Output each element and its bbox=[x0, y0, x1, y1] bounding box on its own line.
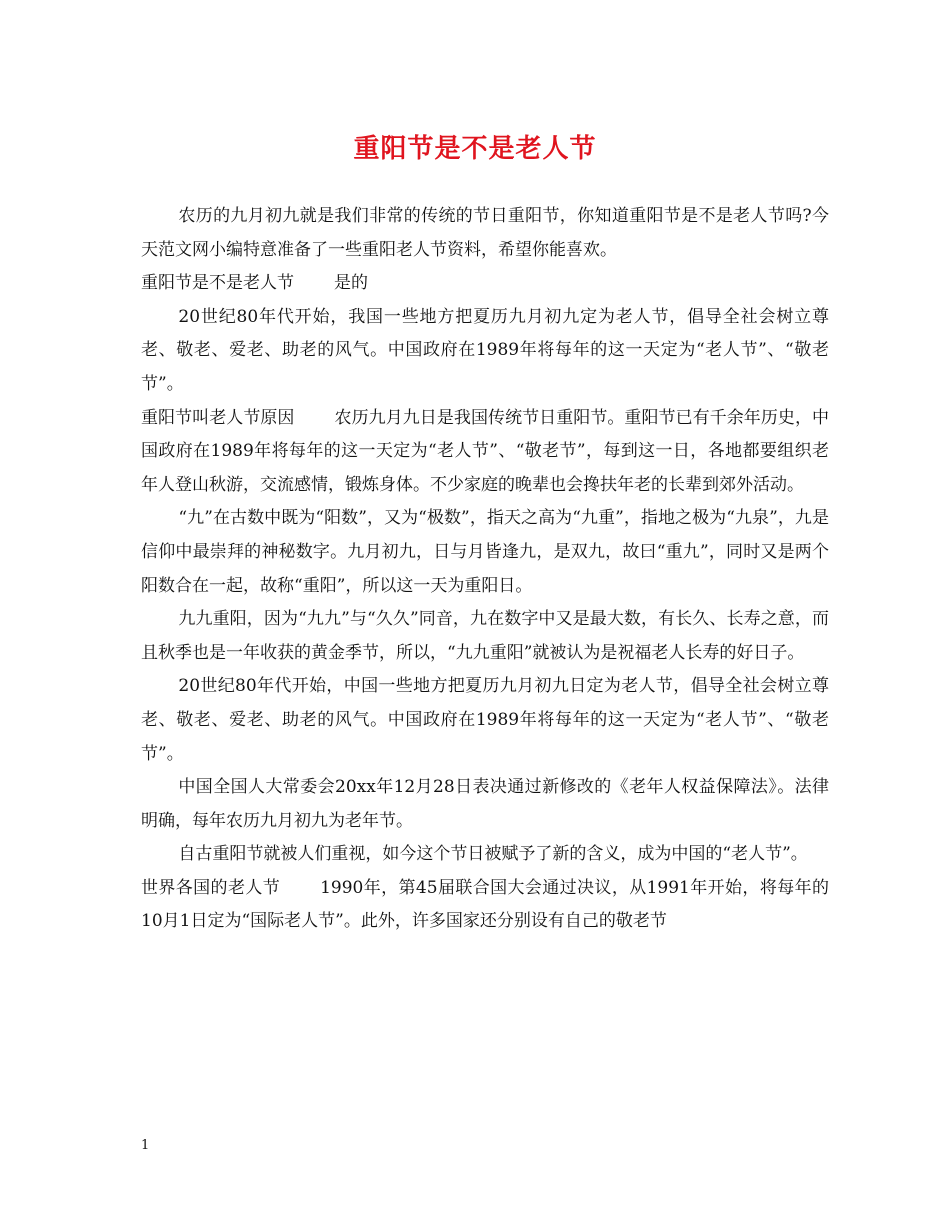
paragraph: 中国全国人大常委会20xx年12月28日表决通过新修改的《老年人权益保障法》。法律明确，每年农历九月初九为老年节。 bbox=[141, 777, 829, 831]
paragraph bbox=[141, 402, 829, 503]
document-body bbox=[141, 200, 829, 939]
section-heading: 重阳节叫老人节原因 bbox=[141, 407, 295, 428]
paragraph: 20世纪80年代开始，中国一些地方把夏历九月初九日定为老人节，倡导全社会树立尊老、敬老、爱老、助老的风气。中国政府在1989年将每年的这一天定为“老人节”、“敬老节”。 bbox=[141, 676, 829, 764]
paragraph-text: 农历九月九日是我国传统节日重阳节。重阳节已有千余年历史，中国政府在1989年将每年的这一天定为“老人节”、“敬老节”，每到这一日，各地都要组织老年人登山秋游，交流感情，锻炼身体。不少家庭的晚辈也会搀扶年老的长辈到郊外活动。 bbox=[141, 407, 830, 495]
section-heading: 世界各国的老人节 bbox=[141, 877, 281, 898]
paragraph-text: 1990年，第45届联合国大会通过决议，从1991年开始，将每年的10月1日定为“国际老人节”。此外，许多国家还分别设有自己的敬老节 bbox=[141, 877, 829, 932]
section-heading: 重阳节是不是老人节 bbox=[141, 273, 294, 294]
paragraph: 九九重阳，因为“九九”与“久久”同音，九在数字中又是最大数，有长久、长寿之意，而且秋季也是一年收获的黄金季节，所以，“九九重阳”就被认为是祝福老人长寿的好日子。 bbox=[141, 609, 829, 663]
document-title: 重阳节是不是老人节 bbox=[353, 134, 597, 164]
paragraph: 自古重阳节就被人们重视，如今这个节日被赋予了新的含义，成为中国的“老人节”。 bbox=[178, 844, 808, 865]
paragraph bbox=[141, 872, 829, 939]
paragraph: “九”在古数中既为“阳数”，又为“极数”，指天之高为“九重”，指地之极为“九泉”，九是信仰中最崇拜的神秘数字。九月初九，日与月皆逢九，是双九，故曰“重九”，同时又是两个阳数合在一起，故称“重阳”，所以这一天为重阳日。 bbox=[141, 508, 829, 596]
paragraph bbox=[141, 267, 829, 301]
page-number: 1 bbox=[141, 1138, 150, 1153]
paragraph-text: 是的 bbox=[334, 273, 368, 294]
paragraph: 20世纪80年代开始，我国一些地方把夏历九月初九定为老人节，倡导全社会树立尊老、敬老、爱老、助老的风气。中国政府在1989年将每年的这一天定为“老人节”、“敬老节”。 bbox=[141, 306, 829, 394]
paragraph: 农历的九月初九就是我们非常的传统的节日重阳节，你知道重阳节是不是老人节吗?今天范文网小编特意准备了一些重阳老人节资料，希望你能喜欢。 bbox=[141, 206, 829, 260]
